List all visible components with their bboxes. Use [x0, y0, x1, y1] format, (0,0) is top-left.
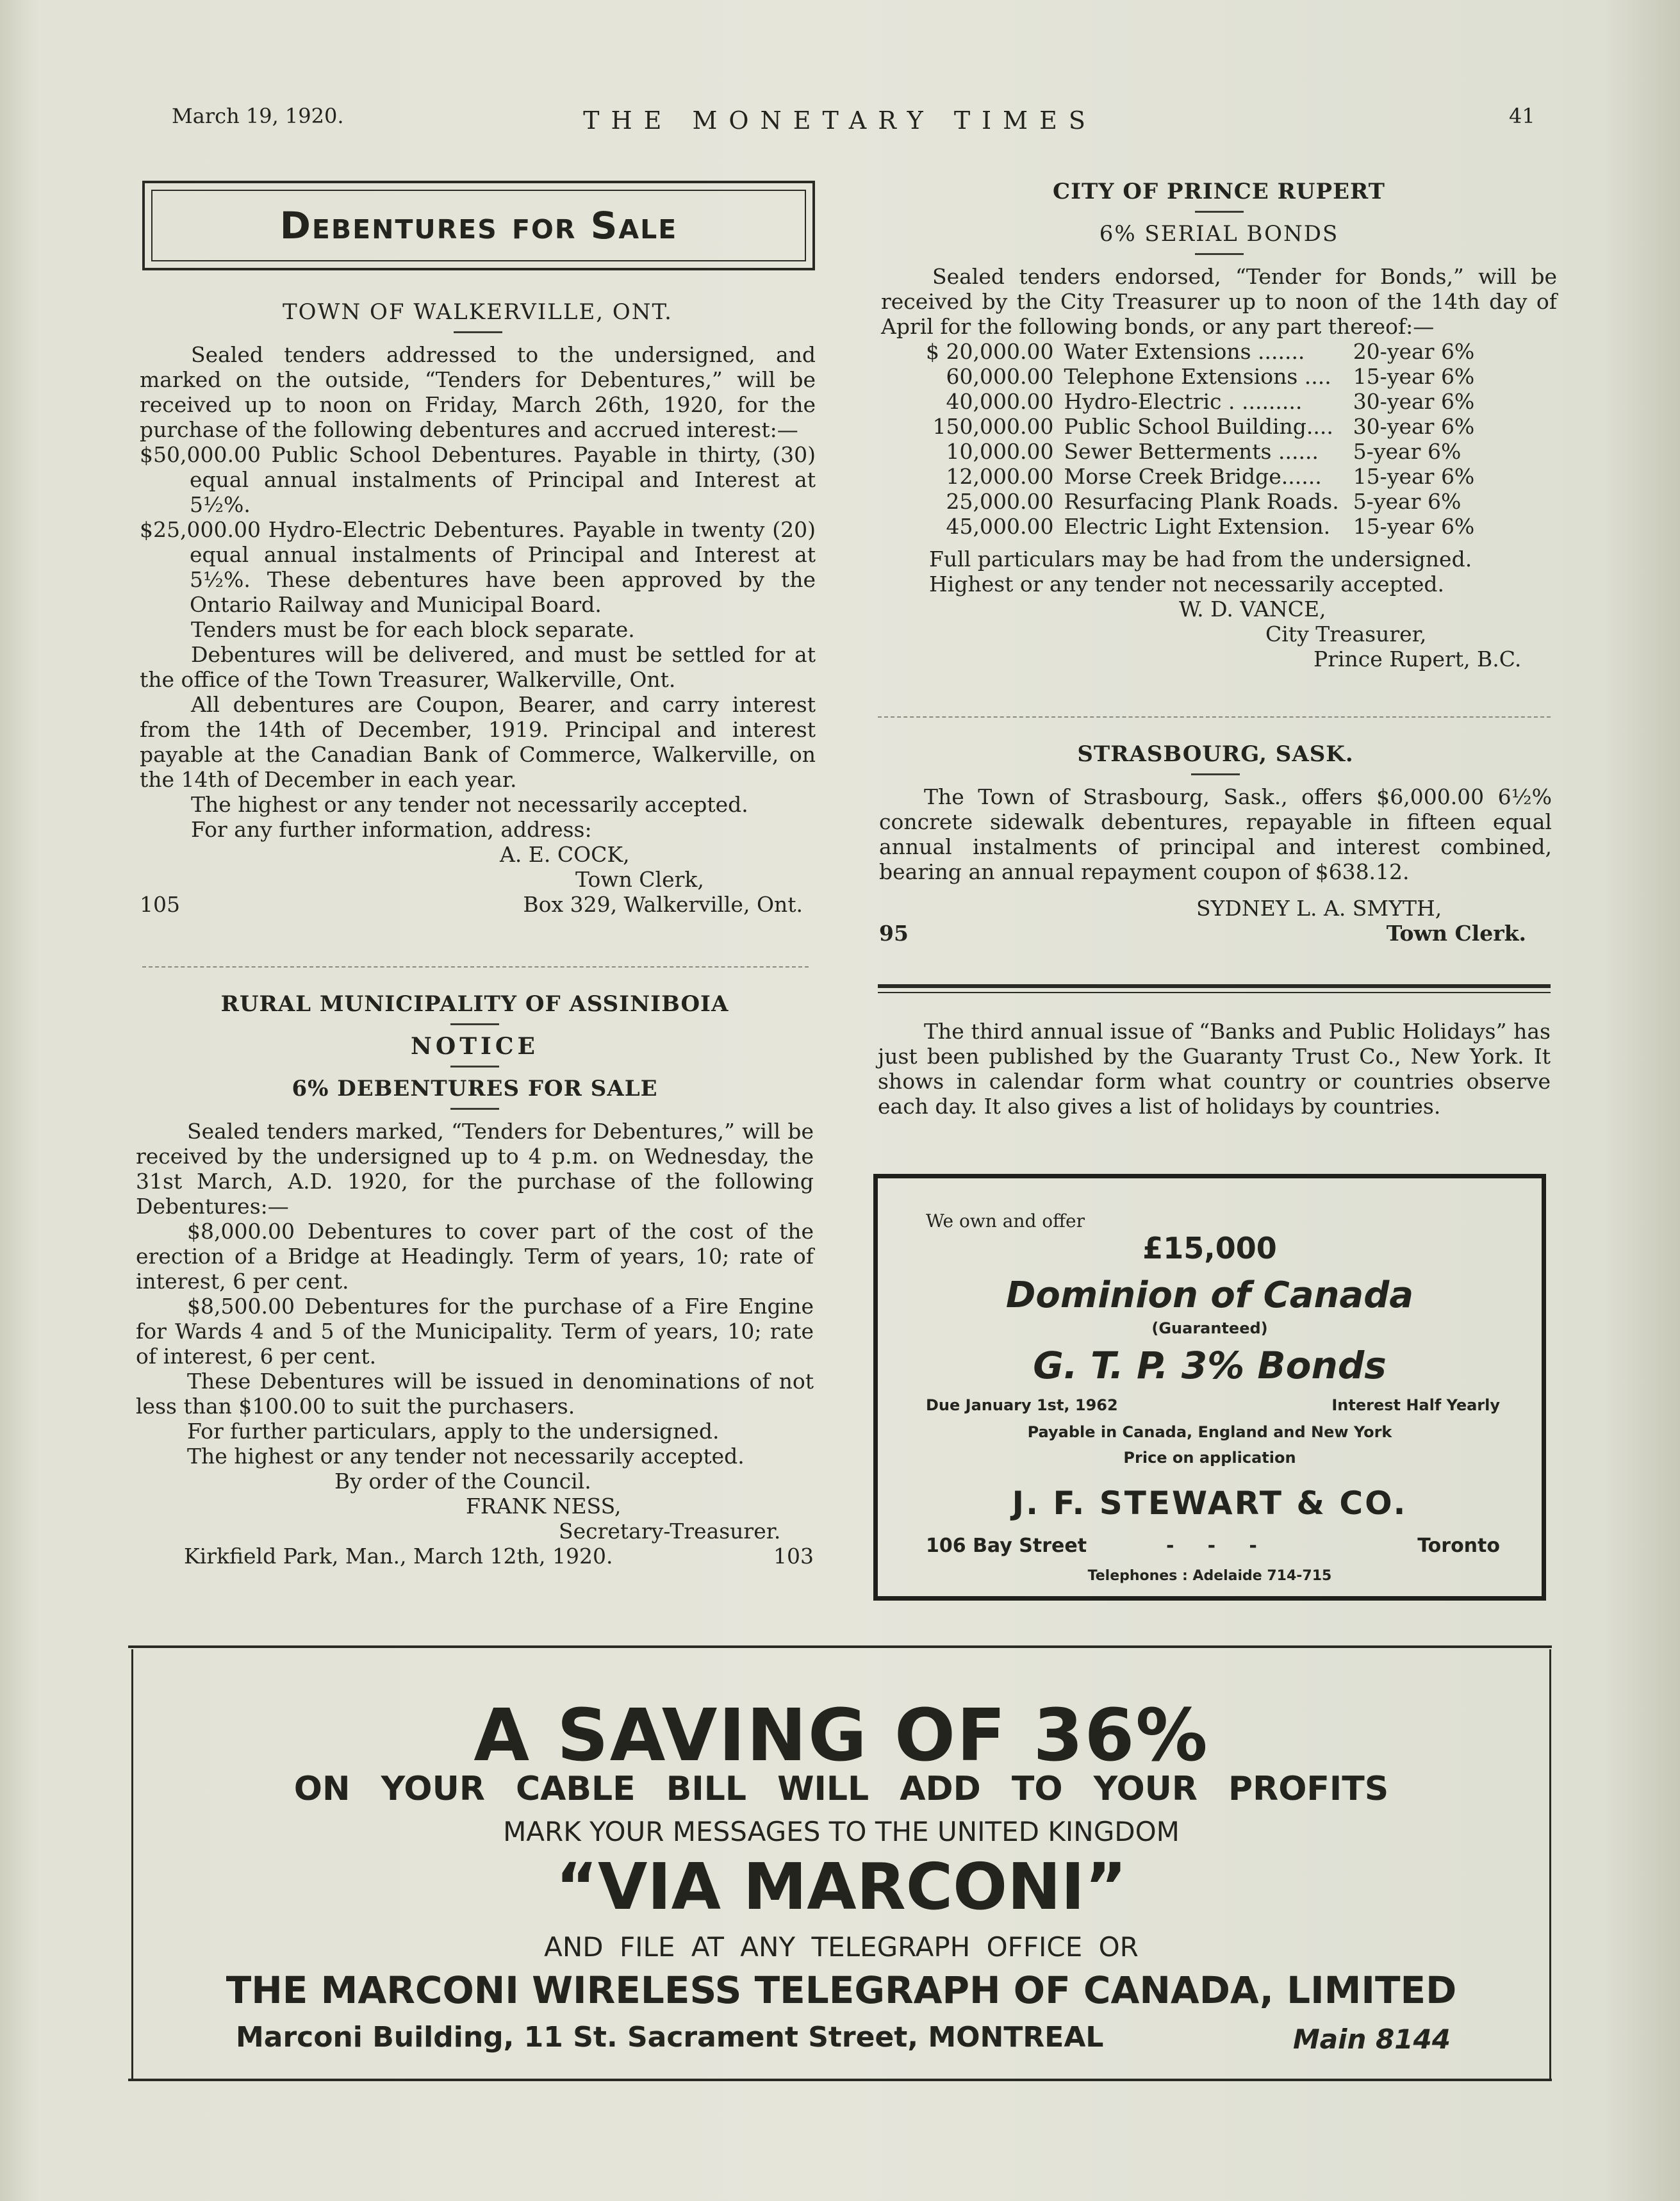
- prince-rupert-heading: CITY OF PRINCE RUPERT: [1053, 179, 1385, 204]
- strasbourg-heading: STRASBOURG, SASK.: [1077, 741, 1354, 767]
- bond-purpose: Telephone Extensions ....: [1064, 364, 1331, 389]
- debentures-title-box: [142, 181, 815, 270]
- walkerville-para-5: For any further information, address:: [191, 817, 592, 842]
- bond-table: [926, 339, 1474, 539]
- bond-term: 30-year 6%: [1353, 414, 1475, 439]
- divider: [454, 331, 502, 333]
- divider: [450, 1108, 499, 1110]
- bond-amount: 25,000.00: [946, 489, 1054, 514]
- offer-line: We own and offer: [926, 1210, 1085, 1232]
- bond-purpose: Water Extensions .......: [1064, 339, 1305, 364]
- separator-line: [142, 966, 809, 968]
- bond-row: [926, 464, 1474, 489]
- issuer-name: Dominion of Canada: [1005, 1274, 1414, 1316]
- assiniboia-footer-line: [136, 1544, 814, 1569]
- bond-amount: 45,000.00: [946, 514, 1054, 539]
- marconi-file-line: AND FILE AT ANY TELEGRAPH OFFICE OR: [544, 1931, 1139, 1963]
- offer-amount: £15,000: [1142, 1231, 1277, 1265]
- bond-term: 30-year 6%: [1353, 389, 1475, 414]
- debentures-title: Debentures for Sale: [151, 190, 806, 261]
- address-dashes: - - -: [1166, 1535, 1257, 1557]
- assiniboia-item-1: $8,000.00 Debentures to cover part of the cost of the erection of a Bridge at Headingly. Term of years, 10; rate of interest, 6 per cent.: [136, 1219, 814, 1294]
- walkerville-item-1: $50,000.00 Public School Debentures. Payable in thirty, (30) equal annual instalments of Principal and Interest at 5½%.: [140, 442, 816, 517]
- strasbourg-ad-number: 95: [879, 921, 909, 946]
- assiniboia-item-2: $8,500.00 Debentures for the purchase of a Fire Engine for Wards 4 and 5 of the Municipality. Term of years, 10; rate of interest, 6 per cent.: [136, 1294, 814, 1369]
- assiniboia-intro: Sealed tenders marked, “Tenders for Debentures,” will be received by the undersigned up to 4 p.m. on Wednesday, the 31st March, A.D. 1920, for the purchase of the following Debentures:—: [136, 1119, 814, 1219]
- firm-address: 106 Bay Street: [926, 1535, 1087, 1557]
- divider: [1195, 211, 1244, 213]
- prince-rupert-signature-title: City Treasurer,: [1265, 622, 1427, 647]
- marconi-bottom-rule: [128, 2079, 1552, 2081]
- assiniboia-ad-number: 103: [773, 1544, 814, 1569]
- marconi-subheadline: ON YOUR CABLE BILL WILL ADD TO YOUR PROFITS: [293, 1770, 1389, 1808]
- guaranteed-label: (Guaranteed): [1151, 1319, 1268, 1337]
- issue-date: March 19, 1920.: [172, 104, 344, 128]
- bond-purpose: Morse Creek Bridge......: [1064, 464, 1322, 489]
- heavy-rule: [878, 984, 1551, 988]
- bond-amount: 10,000.00: [946, 439, 1054, 464]
- prince-rupert-subheading: 6% SERIAL BONDS: [1099, 221, 1339, 247]
- marconi-headline: A SAVING OF 36%: [474, 1694, 1209, 1777]
- prince-rupert-para-2: Highest or any tender not necessarily accepted.: [929, 572, 1445, 597]
- assiniboia-notice: [136, 992, 814, 1569]
- marconi-company: THE MARCONI WIRELESS TELEGRAPH OF CANADA, LIMITED: [226, 1968, 1457, 2012]
- bond-term: 15-year 6%: [1353, 364, 1475, 389]
- walkerville-para-1: Tenders must be for each block separate.: [191, 617, 635, 642]
- assiniboia-signature-name: FRANK NESS,: [466, 1494, 622, 1519]
- walkerville-para-2: Debentures will be delivered, and must be settled for at the office of the Town Treasurer, Walkerville, Ont.: [140, 642, 816, 692]
- bond-purpose: Resurfacing Plank Roads.: [1064, 489, 1339, 514]
- walkerville-ad-number: 105: [140, 892, 180, 917]
- bond-name: G. T. P. 3% Bonds: [1033, 1344, 1387, 1387]
- assiniboia-para-3: The highest or any tender not necessarily accepted.: [187, 1444, 745, 1469]
- bond-row: [926, 339, 1474, 364]
- bond-row: [926, 439, 1474, 464]
- publication-title: THE MONETARY TIMES: [583, 106, 1097, 135]
- interest-terms: Interest Half Yearly: [1331, 1396, 1500, 1414]
- prince-rupert-intro: Sealed tenders endorsed, “Tender for Bonds,” will be received by the City Treasurer up to noon of the 14th day of April for the following bonds, or any part thereof:—: [881, 264, 1557, 339]
- strasbourg-notice: [879, 742, 1552, 946]
- walkerville-heading: TOWN OF WALKERVILLE, ONT.: [282, 299, 673, 325]
- prince-rupert-signature-place: Prince Rupert, B.C.: [1314, 647, 1522, 672]
- divider: [1195, 253, 1244, 255]
- stewart-bond-ad: [873, 1174, 1546, 1601]
- prince-rupert-notice: [881, 179, 1557, 672]
- firm-telephones: Telephones : Adelaide 714-715: [1087, 1568, 1332, 1584]
- firm-name: J. F. STEWART & CO.: [1012, 1485, 1408, 1522]
- thin-rule: [878, 992, 1551, 993]
- marconi-phone: Main 8144: [1293, 2024, 1451, 2055]
- bond-amount: 40,000.00: [946, 389, 1054, 414]
- payable-locations: Payable in Canada, England and New York: [1027, 1423, 1392, 1441]
- marconi-address: Marconi Building, 11 St. Sacrament Street, MONTREAL: [236, 2021, 1104, 2054]
- bond-purpose: Hydro-Electric . .........: [1064, 389, 1303, 414]
- firm-city: Toronto: [1417, 1535, 1500, 1557]
- separator-line: [878, 716, 1551, 718]
- bond-row: [926, 414, 1474, 439]
- bond-amount: 60,000.00: [946, 364, 1054, 389]
- bond-row: [926, 514, 1474, 539]
- prince-rupert-para-1: Full particulars may be had from the undersigned.: [929, 547, 1472, 572]
- marconi-top-rule: [128, 1645, 1552, 1648]
- bond-purpose: Public School Building....: [1064, 414, 1333, 439]
- marconi-instruction: MARK YOUR MESSAGES TO THE UNITED KINGDOM: [503, 1816, 1180, 1847]
- walkerville-para-4: The highest or any tender not necessarily accepted.: [191, 792, 748, 817]
- due-date: Due January 1st, 1962: [926, 1396, 1118, 1414]
- walkerville-para-3: All debentures are Coupon, Bearer, and carry interest from the 14th of December, 1919. Principal and interest payable at the Canadian Bank of Commerce, Walkerville, on the 14th of December in each year.: [140, 692, 816, 792]
- assiniboia-signature-title: Secretary-Treasurer.: [559, 1519, 781, 1544]
- strasbourg-body: The Town of Strasbourg, Sask., offers $6,000.00 6½% concrete sidewalk debentures, repayable in fifteen equal annual instalments of principal and interest combined, bearing an annual repayment coupon of $638.12.: [879, 784, 1552, 884]
- assiniboia-para-4: By order of the Council.: [334, 1469, 591, 1494]
- assiniboia-notice-title: NOTICE: [411, 1033, 539, 1060]
- bond-term: 5-year 6%: [1353, 439, 1462, 464]
- bond-row: [926, 489, 1474, 514]
- walkerville-signature-line: [140, 892, 816, 917]
- assiniboia-para-2: For further particulars, apply to the undersigned.: [187, 1419, 720, 1444]
- walkerville-signature-name: A. E. COCK,: [500, 842, 630, 867]
- marconi-via-marconi: “VIA MARCONI”: [556, 1849, 1127, 1924]
- divider: [450, 1023, 499, 1025]
- divider: [450, 1066, 499, 1068]
- assiniboia-subheading: 6% DEBENTURES FOR SALE: [292, 1076, 658, 1101]
- bond-purpose: Sewer Betterments ......: [1064, 439, 1319, 464]
- assiniboia-para-1: These Debentures will be issued in denominations of not less than $100.00 to suit the purchasers.: [136, 1369, 814, 1419]
- walkerville-item-2: $25,000.00 Hydro-Electric Debentures. Payable in twenty (20) equal annual instalments of Principal and Interest at 5½%. These debentures have been approved by the Ontario Railway and Municipal Board.: [140, 517, 816, 617]
- divider: [1191, 773, 1240, 775]
- walkerville-notice: [140, 300, 816, 917]
- bond-row: [926, 389, 1474, 414]
- strasbourg-signature-title: Town Clerk.: [1386, 921, 1526, 946]
- bond-purpose: Electric Light Extension.: [1064, 514, 1331, 539]
- strasbourg-signature-line: [879, 921, 1552, 946]
- price-note: Price on application: [1123, 1449, 1296, 1467]
- page-number: 41: [1509, 104, 1535, 128]
- bond-term: 15-year 6%: [1353, 464, 1475, 489]
- walkerville-signature-address: Box 329, Walkerville, Ont.: [523, 892, 803, 917]
- bond-term: 20-year 6%: [1353, 339, 1475, 364]
- bond-amount: $ 20,000.00: [926, 339, 1054, 364]
- bond-term: 15-year 6%: [1353, 514, 1475, 539]
- holidays-note: The third annual issue of “Banks and Public Holidays” has just been published by the Guaranty Trust Co., New York. It shows in calendar form what country or countries observe each day. It also gives a list of holidays by countries.: [878, 1019, 1551, 1119]
- bond-amount: 150,000.00: [932, 414, 1054, 439]
- assiniboia-heading: RURAL MUNICIPALITY OF ASSINIBOIA: [220, 991, 729, 1017]
- strasbourg-signature-name: SYDNEY L. A. SMYTH,: [1196, 896, 1442, 921]
- walkerville-intro: Sealed tenders addressed to the undersigned, and marked on the outside, “Tenders for Debentures,” will be received up to noon on Friday, March 26th, 1920, for the purchase of the following debentures and accrued interest:—: [140, 342, 816, 442]
- bond-row: [926, 364, 1474, 389]
- prince-rupert-signature-name: W. D. VANCE,: [1179, 597, 1326, 622]
- marconi-ad: [131, 1649, 1551, 2079]
- bond-term: 5-year 6%: [1353, 489, 1462, 514]
- bond-amount: 12,000.00: [946, 464, 1054, 489]
- assiniboia-place-date: Kirkfield Park, Man., March 12th, 1920.: [184, 1544, 613, 1569]
- walkerville-signature-title: Town Clerk,: [575, 867, 704, 892]
